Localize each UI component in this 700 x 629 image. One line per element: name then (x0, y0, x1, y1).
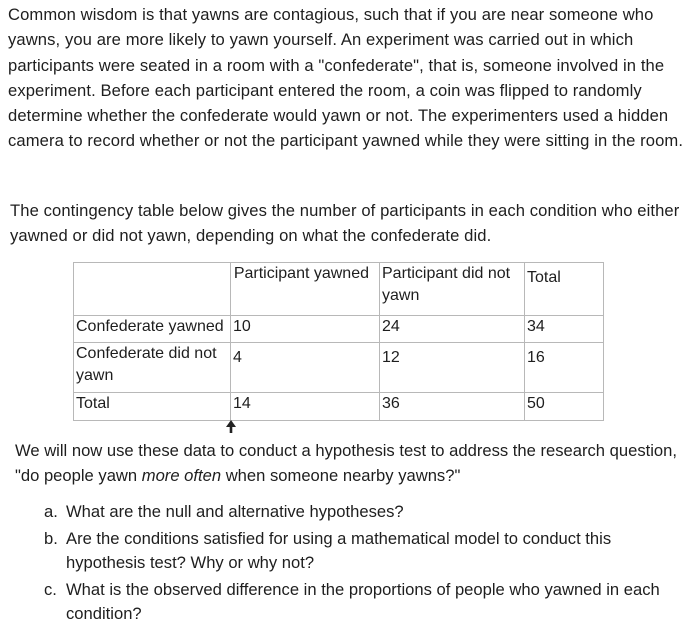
cell-grand-total: 50 (525, 393, 604, 421)
table-row (74, 316, 604, 343)
cell-notyawned-not-value: 12 (382, 349, 400, 366)
header-total-label: Total (527, 269, 561, 286)
cell-notyawned-total-value: 16 (527, 349, 545, 366)
row-label-total: Total (74, 393, 231, 421)
row-label-confederate-yawned: Confederate yawned (74, 316, 231, 343)
table-row (74, 393, 604, 421)
mouse-cursor-icon (226, 420, 236, 434)
question-marker: c. (44, 580, 57, 599)
cell-total-yawned: 14 (231, 393, 380, 421)
question-c-text: What is the observed difference in the proportions of people who yawned in each condition? (66, 580, 660, 623)
research-question-emphasis: more often (141, 466, 222, 485)
cell-notyawned-yawned-value: 4 (233, 349, 242, 366)
list-item (44, 578, 694, 626)
cell-notyawned-not (380, 343, 525, 393)
table-corner-cell (74, 263, 231, 316)
table-row (74, 343, 604, 393)
list-item (44, 500, 694, 524)
header-total (525, 263, 604, 316)
question-marker: b. (44, 529, 58, 548)
header-participant-yawned: Participant yawned (231, 263, 380, 316)
question-a-text: What are the null and alternative hypotheses? (66, 502, 404, 521)
cell-notyawned-yawned (231, 343, 380, 393)
research-question-text: We will now use these data to conduct a hypothesis test to address the research question, "do people yawn (15, 441, 677, 485)
table-intro-paragraph: The contingency table below gives the number of participants in each condition who either yawned or did not yawn, depending on what the confederate did. (10, 201, 680, 245)
row-label-confederate-did-not: Confederate did not yawn (74, 343, 231, 393)
header-participant-did-not-yawn: Participant did not yawn (380, 263, 525, 316)
question-list (44, 500, 694, 629)
intro-paragraph: Common wisdom is that yawns are contagious, such that if you are near someone who yawns, you are more likely to yawn yourself. An experiment was carried out in which participants were seated in a room with a "confederate", that is, someone involved in the experiment. Before each participant entered the room, a coin was flipped to randomly determine whether the confederate would yawn or not. The experimenters used a hidden camera to record whether or not the participant yawned while they were sitting in the room. (8, 5, 684, 151)
contingency-table (73, 262, 604, 421)
cell-yawned-total: 34 (525, 316, 604, 343)
research-question-end: when someone nearby yawns?" (221, 466, 461, 485)
cell-yawned-not: 24 (380, 316, 525, 343)
cell-notyawned-total (525, 343, 604, 393)
research-question-paragraph (15, 438, 695, 488)
list-item (44, 527, 694, 575)
question-b-text: Are the conditions satisfied for using a mathematical model to conduct this hypothesis test? Why or why not? (66, 529, 612, 572)
cell-total-not: 36 (380, 393, 525, 421)
table-header-row (74, 263, 604, 316)
question-marker: a. (44, 502, 58, 521)
cell-yawned-yawned: 10 (231, 316, 380, 343)
